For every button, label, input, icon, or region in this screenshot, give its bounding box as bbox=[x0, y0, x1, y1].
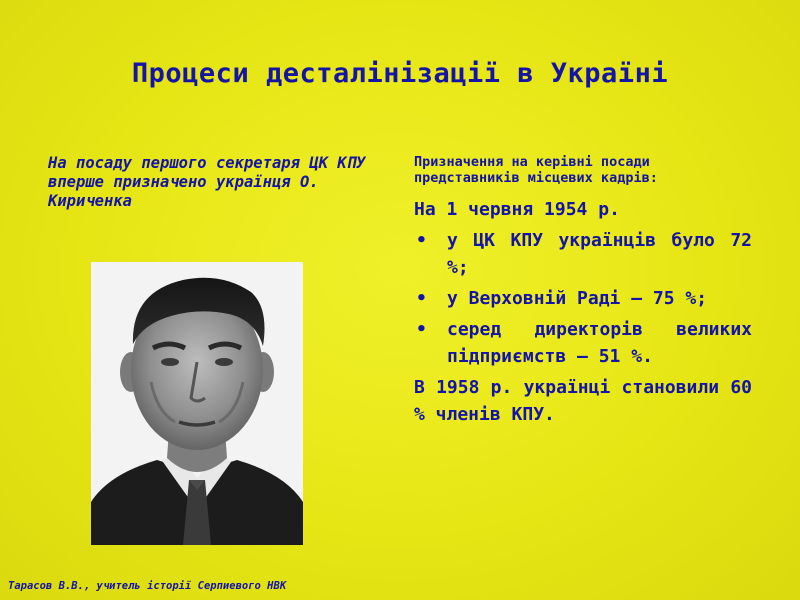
appointments-subheading: Призначення на керівні посади представників місцевих кадрів: bbox=[414, 154, 658, 186]
closing-statement: В 1958 р. українці становили 60 % членів КПУ. bbox=[414, 377, 752, 425]
right-column bbox=[414, 154, 752, 428]
portrait-photo-icon bbox=[91, 262, 303, 545]
date-line: На 1 червня 1954 р. bbox=[414, 199, 620, 220]
list-item bbox=[414, 285, 752, 312]
bullet-icon: • bbox=[416, 288, 427, 309]
bullet-icon: • bbox=[416, 230, 427, 251]
author-footer: Тарасов В.В., учитель історії Серпиевого НВК bbox=[8, 580, 287, 592]
slide-title: Процеси десталінізації в Україні bbox=[131, 58, 669, 89]
statistics-list bbox=[414, 227, 752, 370]
left-caption: На посаду першого секретаря ЦК КПУ вперше призначено українця О. Кириченка bbox=[48, 154, 366, 210]
list-item-text: серед директорів великих підприємств – 51 %. bbox=[447, 319, 752, 367]
bullet-icon: • bbox=[416, 319, 427, 340]
list-item bbox=[414, 316, 752, 370]
list-item-text: у Верховній Раді – 75 %; bbox=[447, 288, 708, 309]
list-item bbox=[414, 227, 752, 281]
list-item-text: у ЦК КПУ українців було 72 %; bbox=[447, 230, 752, 278]
